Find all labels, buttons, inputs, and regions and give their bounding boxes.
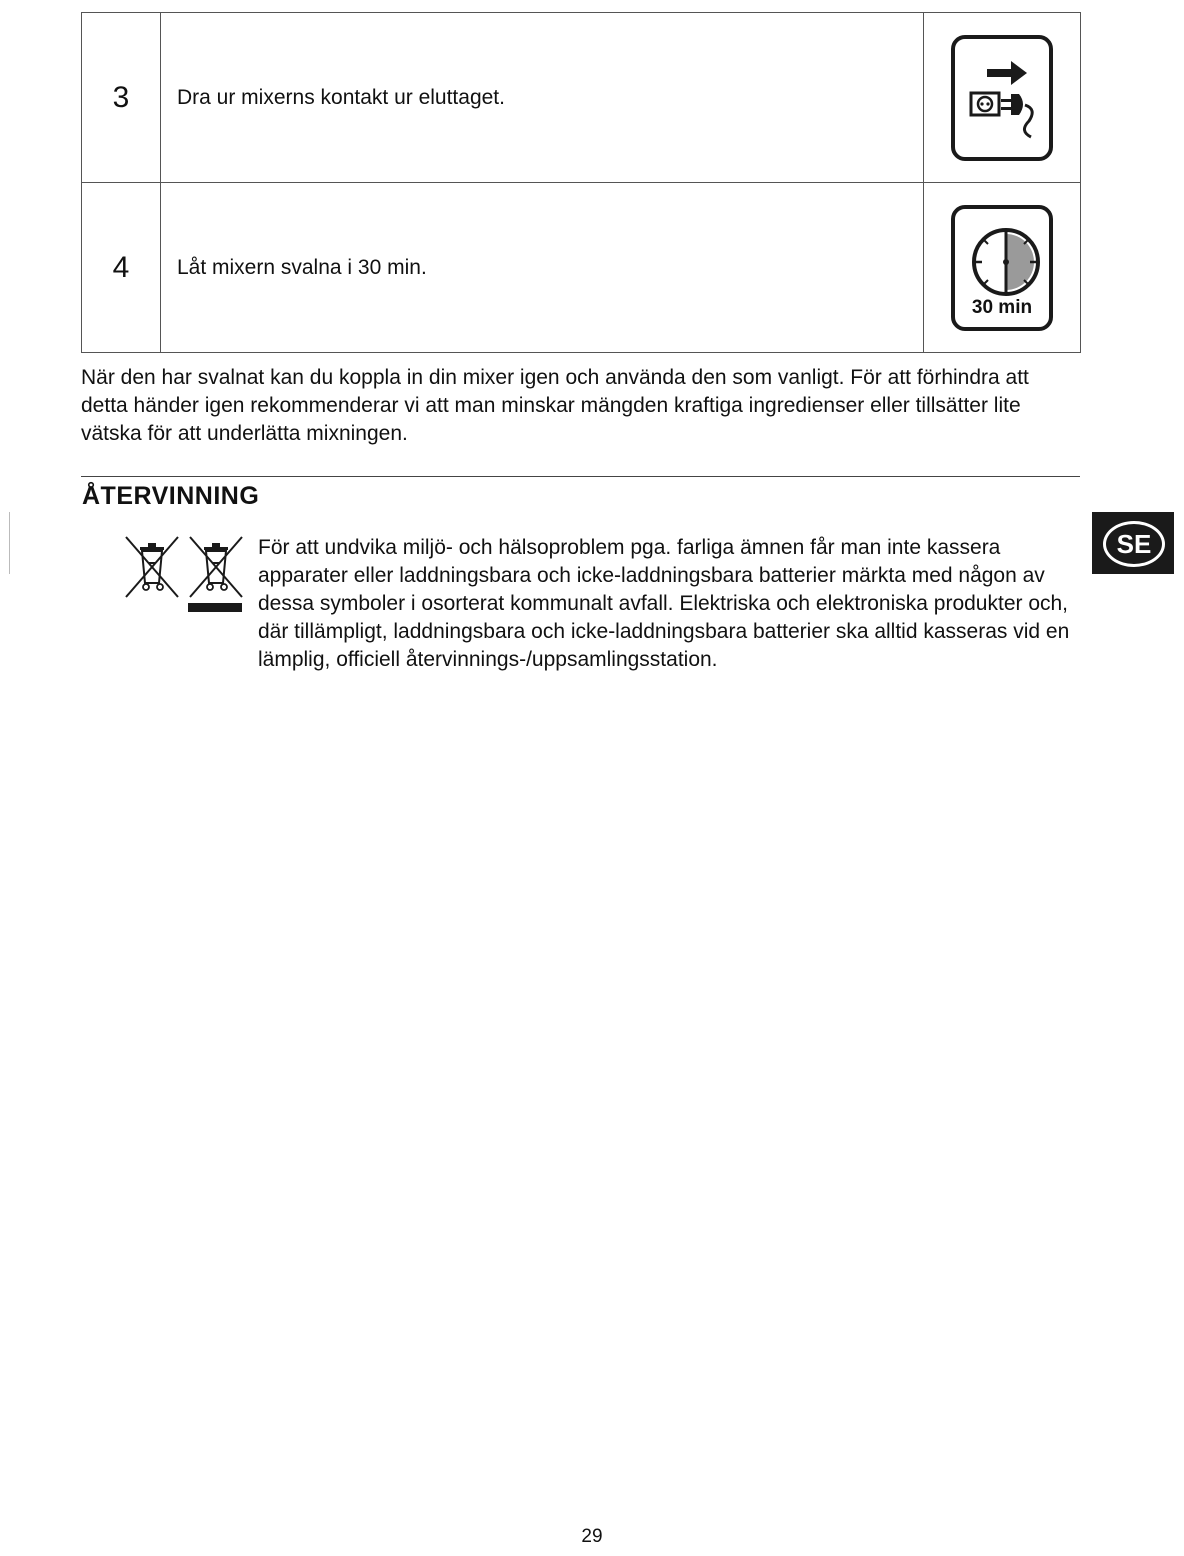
language-badge: SE — [1103, 521, 1165, 567]
cooling-instructions: När den har svalnat kan du koppla in din mixer igen och använda den som vanligt. För att förhindra att detta händer igen rekommenderar vi att man minskar mängden kraftiga ingredienser eller tillsätter lite vätska för att underlätta mixningen. — [81, 366, 1029, 445]
timer-icon — [951, 205, 1053, 331]
recycling-text: För att undvika miljö- och hälsoproblem pga. farliga ämnen får man inte kassera apparater eller laddningsbara och icke-laddningsbara batterier märkta med någon av dessa symboler i osorterat kommunalt avfall. Elektriska och elektroniska produkter och, där tillämpligt, laddningsbara och icke-laddningsbara batterier ska alltid kasseras vid en lämplig, officiell återvinnings-/uppsamlingsstation. — [258, 536, 1070, 671]
step-row-3 — [82, 13, 1081, 183]
section-divider — [81, 476, 1080, 477]
step-icon-cell — [924, 183, 1081, 353]
weee-symbols — [120, 533, 248, 615]
step-number: 4 — [82, 183, 161, 353]
step-text: Dra ur mixerns kontakt ur eluttaget. — [161, 13, 924, 183]
step-icon-cell — [924, 13, 1081, 183]
recycling-heading: ÅTERVINNING — [82, 482, 260, 510]
steps-table — [81, 12, 1081, 353]
crossed-bin-icon — [126, 537, 178, 597]
timer-label: 30 min — [971, 296, 1033, 318]
page-number: 29 — [581, 1526, 603, 1547]
step-text: Låt mixern svalna i 30 min. — [161, 183, 924, 353]
step-row-4 — [82, 183, 1081, 353]
language-tab — [1092, 512, 1174, 574]
crossed-bin-bar-icon — [188, 537, 242, 612]
unplug-icon — [951, 35, 1053, 161]
margin-line — [9, 512, 10, 574]
step-number: 3 — [82, 13, 161, 183]
